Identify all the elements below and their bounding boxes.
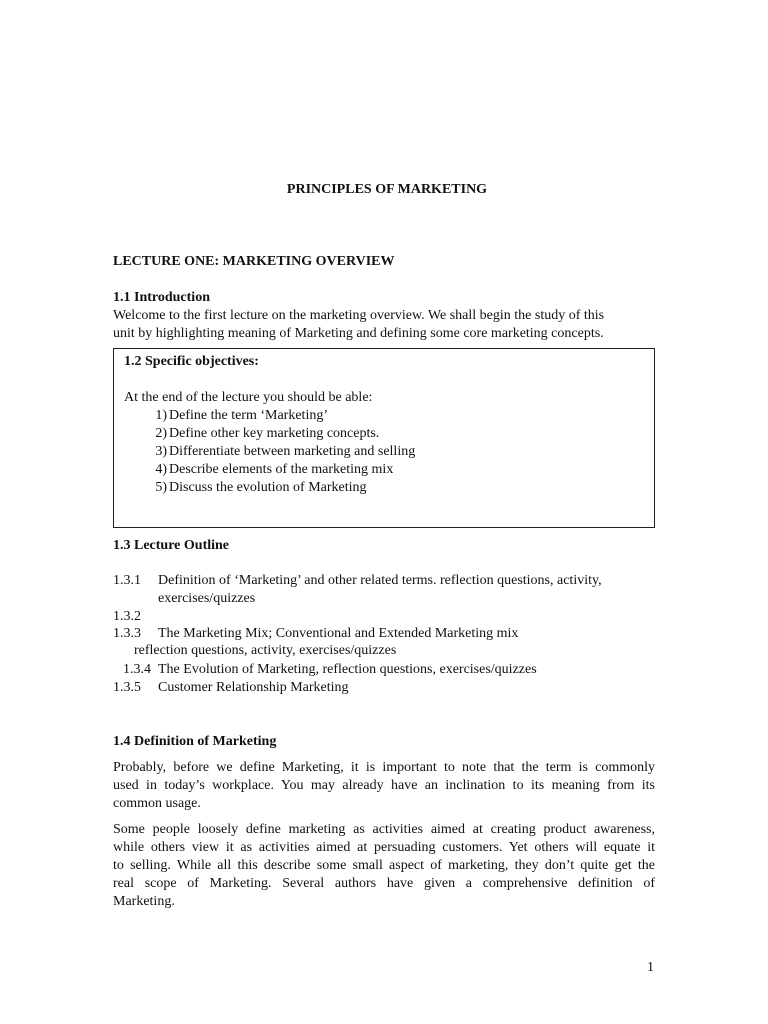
outline-item: The Evolution of Marketing, reflection questions, exercises/quizzes xyxy=(158,662,537,677)
objectives-heading: 1.2 Specific objectives: xyxy=(124,354,259,369)
outline-item: Customer Relationship Marketing xyxy=(158,680,349,695)
paragraph-line: common usage. xyxy=(113,796,201,811)
paragraph-line: to selling. While all this describe some small aspect of marketing, they don’t quite get the xyxy=(113,858,655,873)
objective-number: 4) xyxy=(155,462,167,477)
paragraph-line: real scope of Marketing. Several authors have given a comprehensive definition of xyxy=(113,876,655,891)
outline-item-continuation: exercises/quizzes xyxy=(158,591,256,606)
objective-item: Define other key marketing concepts. xyxy=(169,426,380,441)
outline-heading: 1.3 Lecture Outline xyxy=(113,538,230,553)
introduction-line: Welcome to the first lecture on the marketing overview. We shall begin the study of this xyxy=(113,308,605,323)
page-number: 1 xyxy=(647,960,654,975)
outline-item: Definition of ‘Marketing’ and other related terms. reflection questions, activity, xyxy=(158,573,602,588)
objective-item: Define the term ‘Marketing’ xyxy=(169,408,328,423)
objectives-box xyxy=(113,348,655,528)
introduction-line: unit by highlighting meaning of Marketing and defining some core marketing concepts. xyxy=(113,326,604,341)
outline-number: 1.3.1 xyxy=(113,573,141,588)
paragraph-line: Probably, before we define Marketing, it is important to note that the term is commonly xyxy=(113,760,655,775)
objective-item: Discuss the evolution of Marketing xyxy=(169,480,367,495)
outline-number: 1.3.2 xyxy=(113,609,141,624)
paragraph-line: used in today’s workplace. You may already have an inclination to its meaning from its xyxy=(113,778,655,793)
objective-item: Differentiate between marketing and selling xyxy=(169,444,416,459)
objective-number: 1) xyxy=(155,408,167,423)
lecture-heading: LECTURE ONE: MARKETING OVERVIEW xyxy=(113,254,395,269)
objective-number: 3) xyxy=(155,444,167,459)
outline-item-continuation: reflection questions, activity, exercises/quizzes xyxy=(134,643,397,658)
objective-number: 5) xyxy=(155,480,167,495)
outline-item: The Marketing Mix; Conventional and Extended Marketing mix xyxy=(158,626,519,641)
objective-item: Describe elements of the marketing mix xyxy=(169,462,394,477)
outline-number: 1.3.4 xyxy=(123,662,151,677)
objective-number: 2) xyxy=(155,426,167,441)
definition-paragraph-1 xyxy=(113,759,655,813)
outline-number: 1.3.3 xyxy=(113,626,141,641)
objectives-intro: At the end of the lecture you should be able: xyxy=(124,390,373,405)
outline-number: 1.3.5 xyxy=(113,680,141,695)
document-title: PRINCIPLES OF MARKETING xyxy=(286,182,488,197)
definition-heading: 1.4 Definition of Marketing xyxy=(113,734,277,749)
definition-paragraph-2 xyxy=(113,821,655,911)
paragraph-line: Some people loosely define marketing as activities aimed at creating product awareness, xyxy=(113,822,655,837)
introduction-heading: 1.1 Introduction xyxy=(113,290,210,305)
paragraph-line: Marketing. xyxy=(113,894,175,909)
paragraph-line: while others view it as activities aimed at persuading customers. Yet others will equate it xyxy=(113,840,655,855)
